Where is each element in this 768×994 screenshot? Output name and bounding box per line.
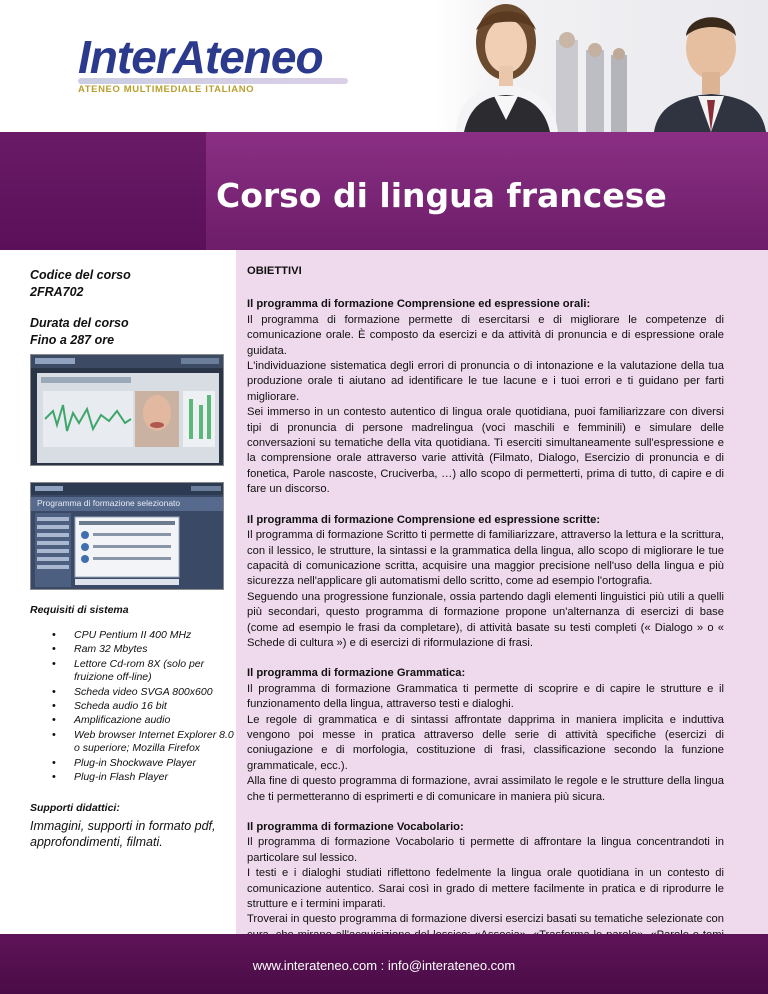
section-grammar bbox=[247, 666, 724, 805]
requirement-item: • Web browser Internet Explorer 8.0 o superiore; Mozilla Firefox bbox=[50, 729, 234, 756]
course-duration-block bbox=[30, 315, 129, 349]
logo-wordmark bbox=[78, 31, 323, 83]
course-duration-value: Fino a 287 ore bbox=[30, 333, 115, 347]
requirement-item: • CPU Pentium II 400 MHz bbox=[50, 629, 234, 642]
logo-ateneo: Ateneo bbox=[172, 31, 323, 83]
requirement-item: • Amplificazione audio bbox=[50, 714, 234, 727]
objectives-heading: OBIETTIVI bbox=[247, 265, 302, 277]
section-heading: Il programma di formazione Comprensione ed espressione scritte: bbox=[247, 513, 601, 526]
section-oral bbox=[247, 297, 724, 497]
requirement-item: • Scheda video SVGA 800x600 bbox=[50, 686, 234, 699]
course-code-block bbox=[30, 267, 131, 301]
requirement-item: • Scheda audio 16 bit bbox=[50, 700, 234, 713]
requirement-item: • Plug-in Flash Player bbox=[50, 771, 234, 784]
supports-label: Supporti didattici: bbox=[30, 802, 120, 814]
header-photo bbox=[436, 0, 768, 132]
section-paragraph: Alla fine di questo programma di formazione, avrai assimilato le regole e le strutture della lingua che ti permetteranno di esprimerti e di comunicare in maniera più sicura. bbox=[247, 775, 724, 803]
section-paragraph: Il programma di formazione permette di esercitarsi e di migliorare le competenze di comunicazione orale. È composto da esercizi e da attività di pronuncia e di espressione orale guidata. bbox=[247, 313, 724, 357]
course-code-value: 2FRA702 bbox=[30, 285, 84, 299]
requirements-label: Requisiti di sistema bbox=[30, 604, 129, 616]
program-selection-caption: Programma di formazione selezionato bbox=[37, 498, 181, 508]
sidebar bbox=[0, 250, 236, 934]
course-screenshot-program-selection bbox=[30, 482, 224, 590]
section-paragraph: Troverai in questo programma di formazione diversi esercizi basati su tematiche selezionate con bbox=[247, 913, 724, 926]
section-written bbox=[247, 513, 724, 652]
section-paragraph: Sei immerso in un contesto autentico di lingua orale quotidiana, puoi familiarizzare con diversi tipi di pronuncia di persone madrelingua (voci maschili e femminili) e simulare delle conversazioni su tematiche della vita quotidiana. Ti eserciti simultaneamente sull'espressione e la comprensione orale attraverso varie attività (Filmato, Dialogo, Esercizio di pronuncia e di fonetica, Parole nascoste, Cruciverba, …) allo scopo di permetterti, prima di tutto, di capire e di fare un discorso. bbox=[247, 406, 724, 496]
course-duration-label: Durata del corso bbox=[30, 316, 129, 330]
supports-text: Immagini, supporti in formato pdf, approfondimenti, filmati. bbox=[30, 819, 216, 849]
main-content bbox=[236, 250, 768, 934]
section-paragraph: Seguendo una progressione funzionale, ossia partendo dagli elementi linguistici più utili a quelli più secondari, questo programma di formazione propone un'alternanza di esercizi di base (come ad esempio le frasi da completare), di attività basate su testi completi (« Dialogo » o « Schede di cultura ») e di esercizi di riformulazione di frasi. bbox=[247, 590, 724, 649]
page-footer bbox=[0, 934, 768, 994]
section-heading: Il programma di formazione Comprensione ed espressione orali: bbox=[247, 298, 591, 311]
logo-tagline: ATENEO MULTIMEDIALE ITALIANO bbox=[78, 84, 255, 95]
interateneo-logo[interactable] bbox=[78, 31, 358, 104]
business-people-image bbox=[436, 0, 768, 132]
requirement-item: • Ram 32 Mbytes bbox=[50, 643, 234, 656]
course-title: Corso di lingua francese bbox=[216, 176, 667, 215]
section-paragraph: Il programma di formazione Vocabolario ti permette di affrontare la lingua concentrandoti in particolare sul lessico. bbox=[247, 836, 724, 864]
section-heading: Il programma di formazione Vocabolario: bbox=[247, 821, 464, 833]
section-paragraph: Il programma di formazione Grammatica ti permette di scoprire e di capire le strutture e il funzionamento della lingua, attraverso testi e dialoghi. bbox=[247, 682, 724, 711]
objectives-content bbox=[247, 264, 724, 974]
course-screenshot-pronunciation bbox=[30, 354, 224, 466]
requirements-list bbox=[50, 629, 234, 785]
logo-inter: Inter bbox=[78, 31, 173, 83]
footer-contact[interactable]: www.interateneo.com : info@interateneo.com bbox=[252, 958, 516, 973]
page-header bbox=[0, 0, 768, 132]
section-paragraph: I testi e i dialoghi studiati riflettono fedelmente la lingua orale quotidiana in un contesto di comunicazione autentico. Sarai così in grado di mettere facilmente in pratica e di riprodurre le strutture e i termini imparati. bbox=[247, 867, 724, 911]
requirement-item: • Lettore Cd-rom 8X (solo per fruizione off-line) bbox=[50, 658, 234, 685]
course-code-label: Codice del corso bbox=[30, 268, 131, 282]
section-paragraph: Il programma di formazione Scritto ti permette di familiarizzare, attraverso la lettura e la scrittura, con il lessico, le strutture, la sintassi e la grammatica della lingua, allo scopo di migliorare le tue capacità di comunicazione scritta, acquisire una maggior precisione nell'uso della lingua e più sicurezza nell'applicare gli automatismi dello scritto, come ad esempio l'ortografia. bbox=[247, 529, 724, 588]
section-paragraph: L'individuazione sistematica degli errori di pronuncia o di intonazione e la valutazione della tua produzione orale ti aiutano ad identificare le tue lacune e i tuoi errori e ti guidano per farti migliorare. bbox=[247, 360, 724, 403]
pronunciation-exercise-image bbox=[31, 355, 224, 466]
requirement-item: • Plug-in Shockwave Player bbox=[50, 757, 234, 770]
section-heading: Il programma di formazione Grammatica: bbox=[247, 667, 466, 680]
section-paragraph: Le regole di grammatica e di sintassi affrontate dapprima in maniera implicita e induttiva vengono poi messe in pratica attraverso delle serie di attività specifiche (esercizi di coniugazione e di morfologia, costituzione di frasi, classificazione secondo la funzione grammaticale, ecc.). bbox=[247, 713, 724, 772]
